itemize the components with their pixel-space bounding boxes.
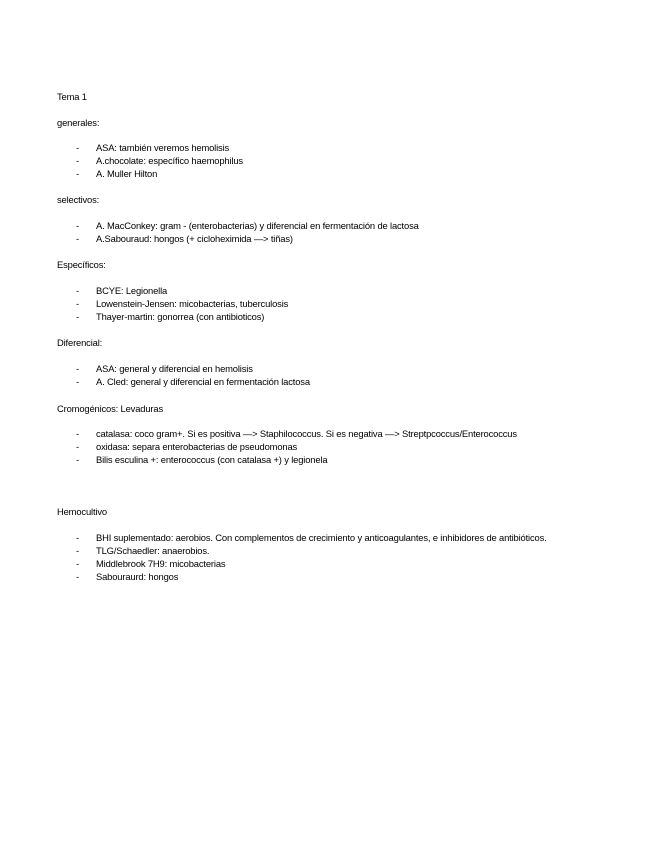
list-item: oxidasa: separa enterobacterias de pseudomonas [96, 441, 298, 452]
list-bullet: - [76, 142, 80, 153]
list-bullet: - [76, 454, 80, 465]
list-item: TLG/Schaedler: anaerobios. [96, 545, 210, 556]
list-item: A. Cled: general y diferencial en fermentación lactosa [96, 376, 310, 387]
section-heading-cromogenicos: Cromogénicos: Levaduras [57, 403, 163, 414]
list-item: A. Muller Hilton [96, 168, 158, 179]
list-bullet: - [76, 545, 80, 556]
list-item: catalasa: coco gram+. Si es positiva —> Staphilococcus. Si es negativa —> Streptpcoccus/Enterococcus [96, 428, 517, 439]
list-item: A. MacConkey: gram - (enterobacterias) y diferencial en fermentación de lactosa [96, 220, 419, 231]
list-item: ASA: general y diferencial en hemolisis [96, 363, 253, 374]
section-heading-especificos: Específicos: [57, 259, 106, 270]
list-bullet: - [76, 376, 80, 387]
section-heading-selectivos: selectivos: [57, 194, 100, 205]
list-item: Sabouraurd: hongos [96, 571, 179, 582]
section-heading-diferencial: Diferencial: [57, 337, 103, 348]
list-bullet: - [76, 311, 80, 322]
list-item: Thayer-martin: gonorrea (con antibioticos) [96, 311, 265, 322]
list-bullet: - [76, 558, 80, 569]
list-bullet: - [76, 285, 80, 296]
list-item: Lowenstein-Jensen: micobacterias, tuberculosis [96, 298, 289, 309]
list-item: BCYE: Legionella [96, 285, 168, 296]
section-heading-hemocultivo: Hemocultivo [57, 506, 107, 517]
list-item: A.chocolate: específico haemophilus [96, 155, 243, 166]
list-bullet: - [76, 571, 80, 582]
list-item: Middlebrook 7H9: micobacterias [96, 558, 226, 569]
section-heading-generales: generales: [57, 117, 100, 128]
list-bullet: - [76, 428, 80, 439]
list-bullet: - [76, 441, 80, 452]
list-bullet: - [76, 532, 80, 543]
list-item: Bilis esculina +: enterococcus (con catalasa +) y legionela [96, 454, 328, 465]
list-item: A.Sabouraud: hongos (+ cicloheximida —> tiñas) [96, 233, 293, 244]
list-bullet: - [76, 168, 80, 179]
list-bullet: - [76, 220, 80, 231]
list-bullet: - [76, 363, 80, 374]
list-bullet: - [76, 155, 80, 166]
list-bullet: - [76, 233, 80, 244]
list-item: ASA: también veremos hemolisis [96, 142, 230, 153]
section-heading-tema: Tema 1 [57, 91, 87, 102]
list-item: BHI suplementado: aerobios. Con complementos de crecimiento y anticoagulantes, e inhibidores de antibióticos. [96, 532, 547, 543]
list-bullet: - [76, 298, 80, 309]
